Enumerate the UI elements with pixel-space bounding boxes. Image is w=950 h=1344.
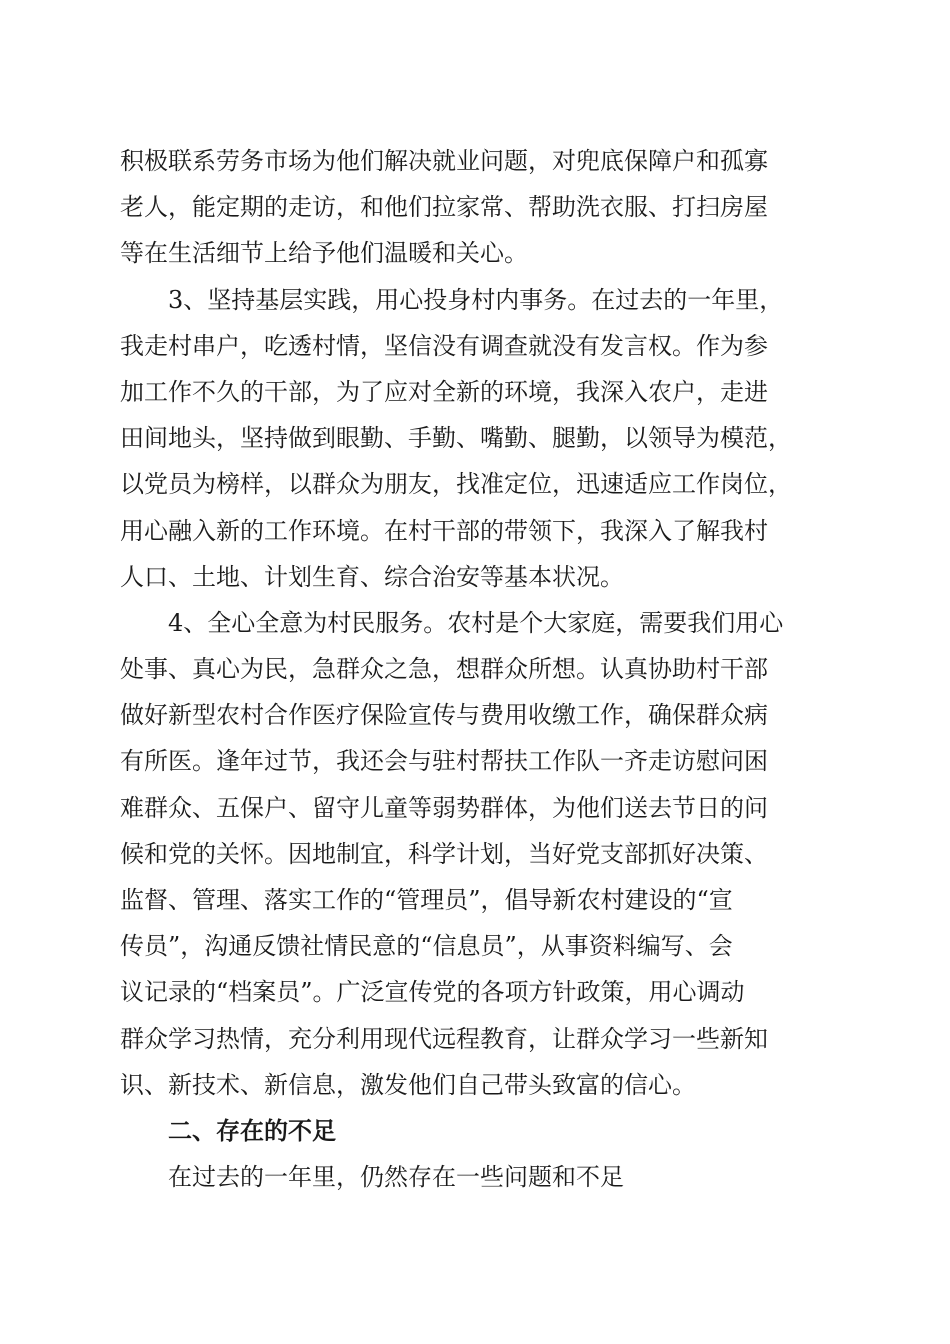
text-line: 加工作不久的干部，为了应对全新的环境，我深入农户，走进 [120,377,768,406]
text-line: 做好新型农村合作医疗保险宣传与费用收缴工作，确保群众病 [120,701,768,730]
text-line: 以党员为榜样，以群众为朋友，找准定位，迅速适应工作岗位， [120,470,792,499]
text-line: 议记录的“档案员”。广泛宣传党的各项方针政策，用心调动 [120,978,745,1007]
text-line: 3、坚持基层实践，用心投身村内事务。在过去的一年里， [168,285,784,314]
text-line: 难群众、五保户、留守儿童等弱势群体，为他们送去节日的问 [120,793,768,822]
section-heading: 二、存在的不足 [168,1116,336,1145]
document-body [120,138,840,1200]
text-line: 在过去的一年里，仍然存在一些问题和不足 [168,1163,624,1192]
text-line: 我走村串户，吃透村情，坚信没有调查就没有发言权。作为参 [120,331,768,360]
text-line: 传员”，沟通反馈社情民意的“信息员”，从事资料编写、会 [120,932,733,961]
text-line: 候和党的关怀。因地制宜，科学计划，当好党支部抓好决策、 [120,839,768,868]
text-line: 4、全心全意为村民服务。农村是个大家庭，需要我们用心 [168,608,784,637]
text-line: 人口、土地、计划生育、综合治安等基本状况。 [120,562,624,591]
text-line: 监督、管理、落实工作的“管理员”，倡导新农村建设的“宣 [120,886,733,914]
text-line: 有所医。逢年过节，我还会与驻村帮扶工作队一齐走访慰问困 [120,747,768,776]
text-line: 用心融入新的工作环境。在村干部的带领下，我深入了解我村 [120,516,768,545]
text-line: 田间地头，坚持做到眼勤、手勤、嘴勤、腿勤，以领导为模范， [120,424,792,453]
text-line: 老人，能定期的走访，和他们拉家常、帮助洗衣服、打扫房屋 [120,193,768,222]
text-line: 处事、真心为民，急群众之急，想群众所想。认真协助村干部 [120,655,768,684]
text-line: 识、新技术、新信息，激发他们自己带头致富的信心。 [120,1070,696,1099]
text-line: 等在生活细节上给予他们温暖和关心。 [120,239,528,268]
text-line: 积极联系劳务市场为他们解决就业问题，对兜底保障户和孤寡 [120,147,768,175]
text-line: 群众学习热情，充分利用现代远程教育，让群众学习一些新知 [120,1024,768,1053]
